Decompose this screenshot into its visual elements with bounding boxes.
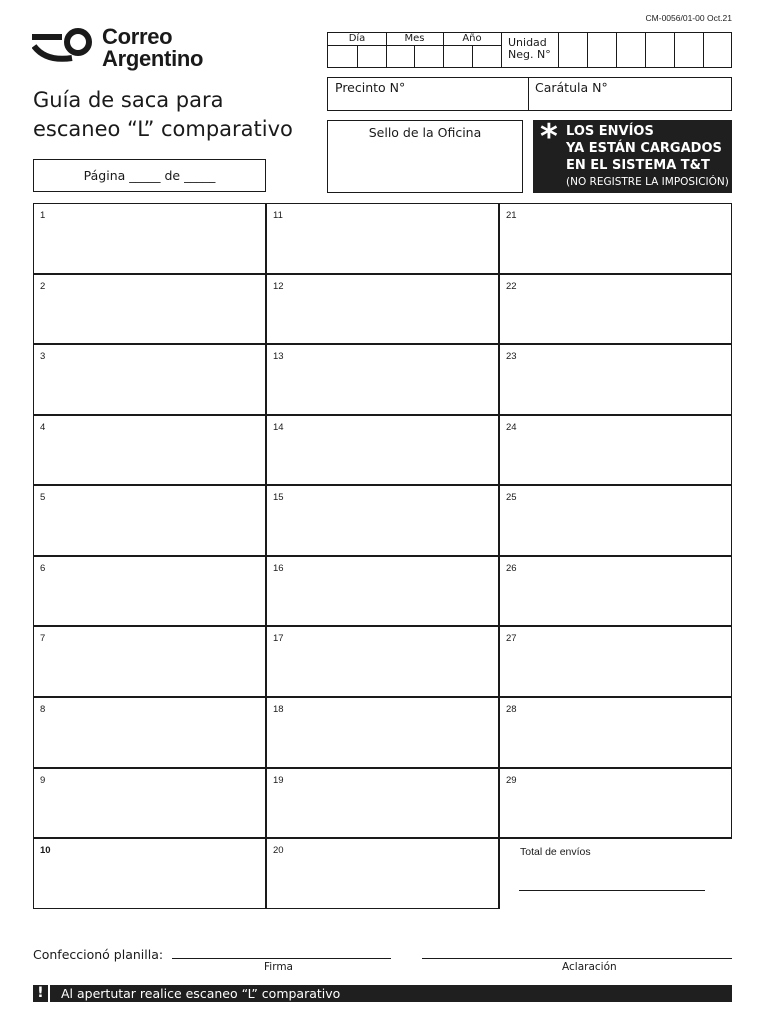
cell-number: 19 <box>273 775 284 786</box>
cell-number: 23 <box>506 351 517 362</box>
grid-cell[interactable] <box>266 838 499 909</box>
unidad-label <box>508 37 551 61</box>
grid-cell[interactable] <box>499 626 732 697</box>
cell-number: 4 <box>40 422 46 433</box>
title-line-2: escaneo “L” comparativo <box>33 117 293 141</box>
aclaracion-label: Aclaración <box>562 961 617 973</box>
grid-cell[interactable] <box>266 556 499 626</box>
mes-header: Mes <box>386 33 443 46</box>
notice-line-3: EN EL SISTEMA T&T <box>566 158 710 173</box>
total-envios-line[interactable] <box>519 890 705 891</box>
grid-cell[interactable] <box>499 768 732 838</box>
precinto-label: Precinto N° <box>335 80 406 95</box>
cell-number: 13 <box>273 351 284 362</box>
date-unidad-box <box>327 32 732 68</box>
cell-number: 18 <box>273 704 284 715</box>
confecciono-label: Confeccionó planilla: <box>33 947 164 962</box>
form-code: CM-0056/01-00 Oct.21 <box>645 13 732 23</box>
cell-number: 11 <box>273 210 283 221</box>
cell-number: 22 <box>506 281 517 292</box>
grid-cell[interactable] <box>499 697 732 768</box>
asterisk-icon: * <box>540 117 558 157</box>
correo-logo-icon <box>32 28 96 68</box>
cell-number: 14 <box>273 422 284 433</box>
cell-number: 27 <box>506 633 517 644</box>
cell-number: 24 <box>506 422 517 433</box>
notice-box <box>533 117 732 193</box>
grid-cell[interactable] <box>499 556 732 626</box>
footer-text: Al apertutar realice escaneo “L” comparativo <box>61 986 341 1001</box>
cell-number: 9 <box>40 775 46 786</box>
sello-oficina-box <box>327 120 523 193</box>
cell-number: 10 <box>40 845 51 856</box>
grid-cell[interactable] <box>499 485 732 556</box>
cell-number: 25 <box>506 492 517 503</box>
notice-sub: (NO REGISTRE LA IMPOSICIÓN) <box>566 176 729 188</box>
grid-cell[interactable] <box>266 203 499 274</box>
sello-label: Sello de la Oficina <box>368 125 482 140</box>
cell-number: 3 <box>40 351 46 362</box>
unidad-line-1: Unidad <box>508 36 547 49</box>
pagina-label: Página _____ de _____ <box>83 168 216 183</box>
grid-cell[interactable] <box>499 344 732 415</box>
firma-line[interactable] <box>172 958 391 959</box>
envios-grid <box>33 203 732 909</box>
grid-cell[interactable] <box>33 203 266 274</box>
dia-header: Día <box>328 33 386 46</box>
grid-cell[interactable] <box>499 415 732 485</box>
cell-number: 21 <box>506 210 517 221</box>
cell-number: 8 <box>40 704 46 715</box>
grid-cell[interactable] <box>33 626 266 697</box>
cell-number: 26 <box>506 563 517 574</box>
unidad-line-2: Neg. N° <box>508 48 551 61</box>
cell-number: 29 <box>506 775 517 786</box>
cell-number: 2 <box>40 281 46 292</box>
cell-number: 5 <box>40 492 46 503</box>
grid-cell[interactable] <box>266 485 499 556</box>
grid-cell[interactable] <box>266 344 499 415</box>
notice-line-1: LOS ENVÍOS <box>566 124 654 139</box>
cell-number: 12 <box>273 281 284 292</box>
grid-cell[interactable] <box>499 274 732 344</box>
grid-cell[interactable] <box>266 626 499 697</box>
grid-cell[interactable] <box>33 838 266 909</box>
cell-number: 17 <box>273 633 284 644</box>
grid-cell[interactable] <box>33 274 266 344</box>
cell-number: 6 <box>40 563 46 574</box>
pagina-field[interactable] <box>33 159 266 192</box>
footer-bar <box>33 985 732 1002</box>
total-envios-label: Total de envíos <box>520 846 591 858</box>
grid-cell[interactable] <box>266 768 499 838</box>
correo-argentino-logo <box>32 26 232 78</box>
warning-icon: ! <box>33 985 50 1002</box>
cell-number: 15 <box>273 492 284 503</box>
grid-cell[interactable] <box>266 274 499 344</box>
precinto-caratula-box <box>327 77 732 111</box>
firma-label: Firma <box>264 961 293 973</box>
grid-cell[interactable] <box>499 203 732 274</box>
notice-line-2: YA ESTÁN CARGADOS <box>566 141 722 156</box>
cell-number: 20 <box>273 845 284 856</box>
cell-number: 1 <box>40 210 46 221</box>
brand-line-2: Argentino <box>102 46 204 71</box>
cell-number: 16 <box>273 563 284 574</box>
grid-cell[interactable] <box>33 697 266 768</box>
cell-number: 28 <box>506 704 517 715</box>
title-line-1: Guía de saca para <box>33 88 224 112</box>
cell-number: 7 <box>40 633 46 644</box>
grid-cell[interactable] <box>33 768 266 838</box>
grid-cell[interactable] <box>33 415 266 485</box>
grid-cell[interactable] <box>266 697 499 768</box>
grid-cell[interactable] <box>33 485 266 556</box>
grid-cell[interactable] <box>33 344 266 415</box>
brand-line-1: Correo <box>102 24 173 49</box>
caratula-label: Carátula N° <box>535 80 608 95</box>
page-title <box>33 86 293 144</box>
aclaracion-line[interactable] <box>422 958 732 959</box>
grid-cell[interactable] <box>266 415 499 485</box>
grid-cell[interactable] <box>33 556 266 626</box>
ano-header: Año <box>443 33 501 46</box>
